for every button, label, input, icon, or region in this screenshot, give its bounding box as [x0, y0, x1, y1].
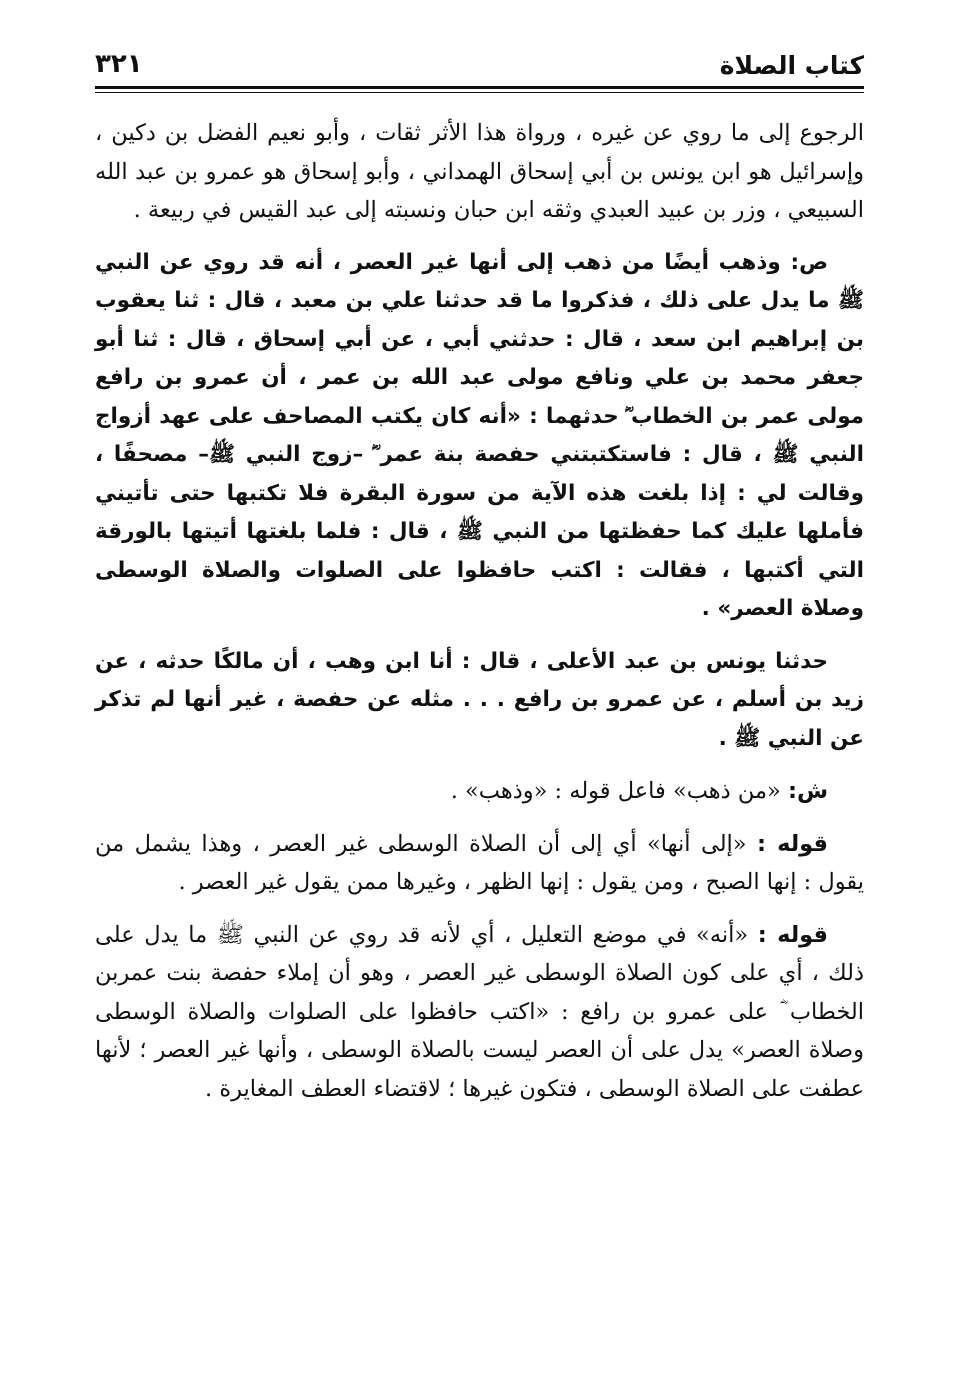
- running-title: كتاب الصلاة: [719, 51, 864, 80]
- paragraph-text: الرجوع إلى ما روي عن غيره ، ورواة هذا الأثر ثقات ، وأبو نعيم الفضل بن دكين ، وإسرائيل هو ابن يونس بن أبي إسحاق الهمداني ، وأبو إسحاق هو عمرو بن عبد الله السبيعي ، وزر بن عبيد العبدي وثقه ابن حبان ونسبته إلى عبد القيس في ربيعة .: [95, 120, 864, 223]
- paragraph-matn-2: [95, 643, 864, 759]
- page-header: [95, 40, 864, 80]
- paragraph-lead: قوله :: [756, 830, 828, 857]
- page-number: ٣٢١: [95, 49, 143, 79]
- paragraph-matn-1: [95, 244, 864, 629]
- paragraph-commentary-1: [95, 114, 864, 230]
- page-body: [95, 114, 864, 1108]
- paragraph-lead: ص:: [790, 249, 828, 275]
- paragraph-commentary-4: [95, 916, 864, 1109]
- paragraph-lead: ش:: [787, 778, 828, 804]
- paragraph-text: وذهب أيضًا من ذهب إلى أنها غير العصر ، أنه قد روي عن النبي ﷺ ما يدل على ذلك ، فذكروا ما قد حدثنا علي بن معبد ، قال : ثنا يعقوب بن إبراهيم ابن سعد ، قال : حدثني أبي ، عن أبي إسحاق ، قال : ثنا أبو جعفر محمد بن علي ونافع مولى عبد الله بن عمر ، أن عمرو بن رافع مولى عمر بن الخطاب ؓ حدثهما : «أنه كان يكتب المصاحف على عهد أزواج النبي ﷺ ، قال : فاستكتبتني حفصة بنة عمر ؓ –زوج النبي ﷺ– مصحفًا ، وقالت لي : إذا بلغت هذه الآية من سورة البقرة فلا تكتبها حتى تأتيني فأملها عليك كما حفظتها من النبي ﷺ ، قال : فلما بلغتها أتيتها بالورقة التي أكتبها ، فقالت : اكتب حافظوا على الصلوات والصلاة الوسطى وصلاة العصر» .: [95, 249, 864, 621]
- paragraph-text: «من ذهب» فاعل قوله : «وذهب» .: [450, 778, 781, 804]
- paragraph-lead: قوله :: [757, 921, 828, 948]
- header-rule-thick: [95, 86, 864, 89]
- paragraph-text: «أنه» في موضع التعليل ، أي لأنه قد روي عن النبي ﷺ ما يدل على ذلك ، أي على كون الصلاة الوسطى غير العصر ، وهو أن إملاء حفصة بنت عمربن الخطاب ؓ على عمرو بن رافع : «اكتب حافظوا على الصلوات والصلاة الوسطى وصلاة العصر» يدل على أن العصر ليست بالصلاة الوسطى ، وأنها غير العصر ؛ لأنها عطفت على الصلاة الوسطى ، فتكون غيرها ؛ لاقتضاء العطف المغايرة .: [95, 921, 864, 1102]
- header-rule-thin: [95, 92, 864, 93]
- paragraph-text: حدثنا يونس بن عبد الأعلى ، قال : أنا ابن وهب ، أن مالكًا حدثه ، عن زيد بن أسلم ، عن عمرو بن رافع . . . مثله عن حفصة ، غير أنها لم تذكر عن النبي ﷺ .: [95, 648, 864, 751]
- paragraph-text: «إلى أنها» أي إلى أن الصلاة الوسطى غير العصر ، وهذا يشمل من يقول : إنها الصبح ، ومن يقول : إنها الظهر ، وغيرها ممن يقول غير العصر .: [95, 830, 864, 895]
- paragraph-commentary-2: [95, 772, 864, 811]
- paragraph-commentary-3: [95, 825, 864, 902]
